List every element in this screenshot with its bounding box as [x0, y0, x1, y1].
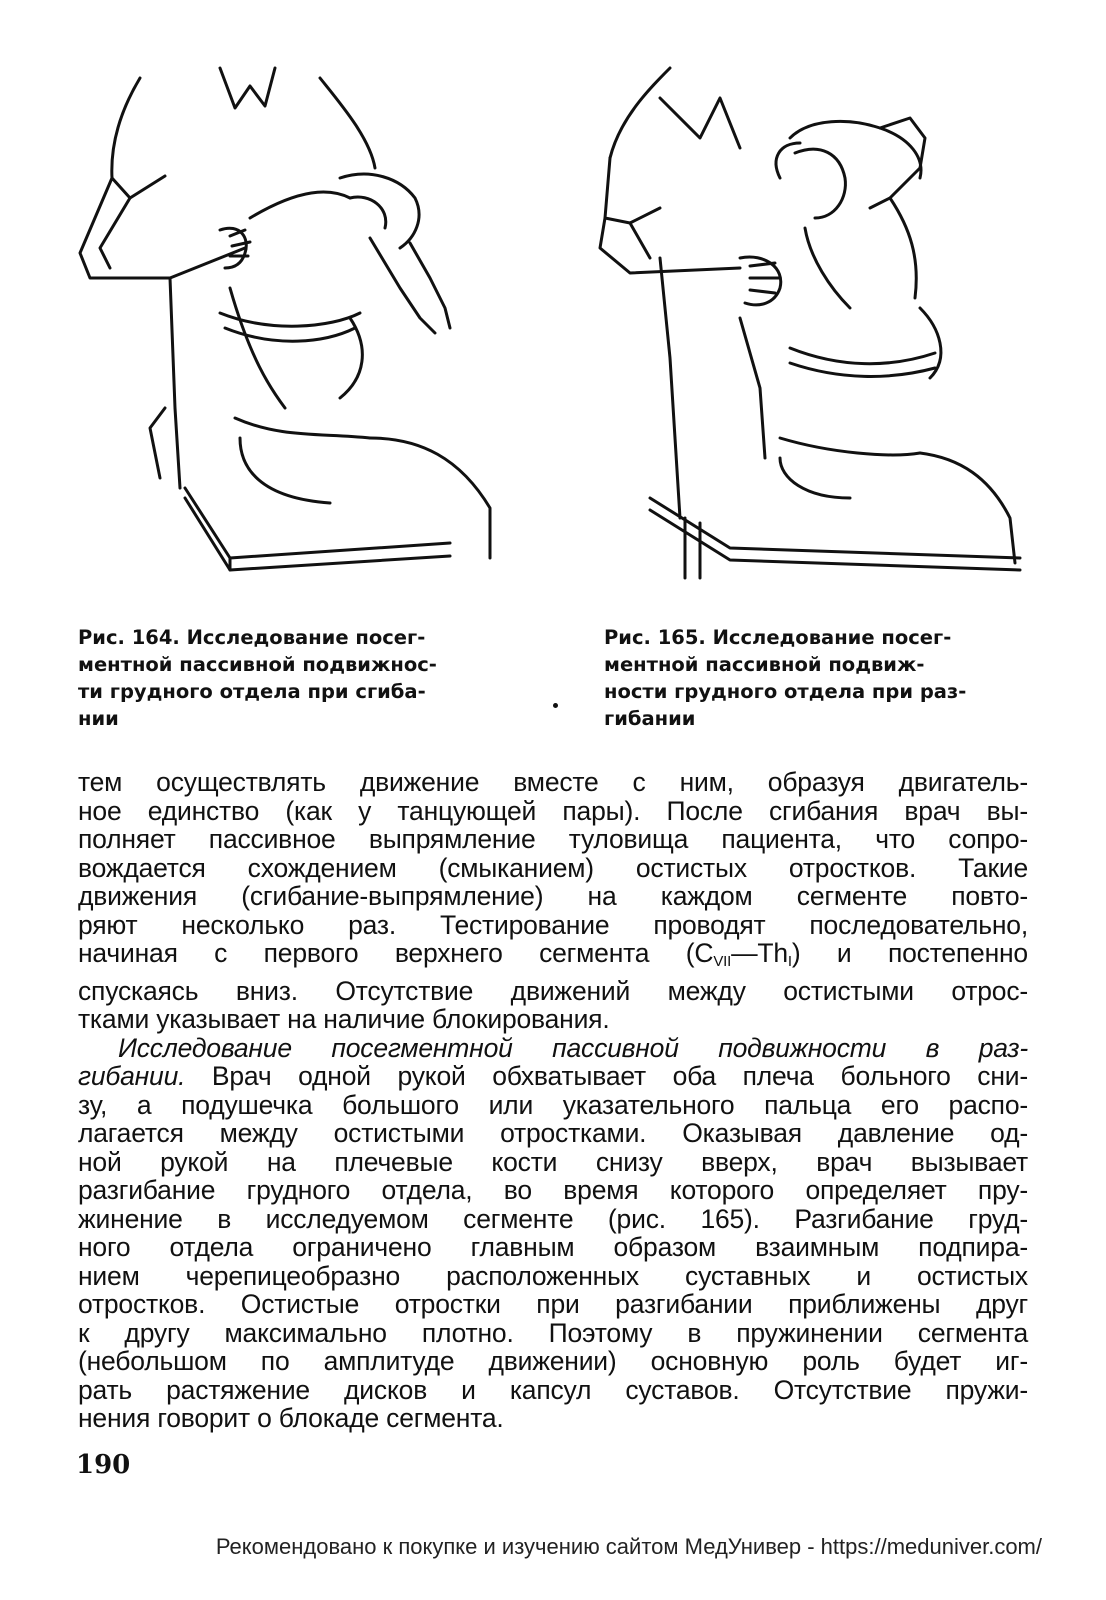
text-line: разгибание грудного отдела, во время которого определяет пру- [78, 1175, 1028, 1205]
text-fragment: ) и постепенно [791, 938, 1028, 968]
figure-164-caption [78, 624, 530, 732]
page-number: 190 [76, 1450, 131, 1480]
caption-line: Рис. 165. Исследование посег- [604, 626, 952, 649]
subscript: I [787, 953, 792, 970]
footer-watermark-text[interactable]: Рекомендовано к покупке и изучению сайтом МедУнивер - https://meduniver.com/ [215, 1534, 1042, 1559]
caption-line: нии [78, 707, 119, 730]
figure-165-illustration [590, 58, 1040, 603]
caption-line: гибании [604, 707, 696, 730]
text-fragment: Врач одной рукой обхватывает оба плеча больного сни- [185, 1061, 1028, 1091]
subscript: VII [713, 953, 732, 970]
text-line-segment-range [78, 939, 1028, 977]
text-fragment: начиная с первого верхнего сегмента (C [78, 938, 714, 968]
text-line: движения (сгибание-выпрямление) на каждом сегменте повто- [78, 881, 1028, 911]
text-fragment: —Th [731, 938, 788, 968]
text-line: жинение в исследуемом сегменте (рис. 165). Разгибание груд- [78, 1203, 1028, 1234]
text-line: ного отдела ограничено главным образом взаимным подпира- [78, 1232, 1028, 1262]
text-line: спускаясь вниз. Отсутствие движений между остистыми отрос- [78, 975, 1028, 1006]
text-line: ряют несколько раз. Тестирование проводят последовательно, [78, 909, 1028, 940]
caption-line: ментной пассивной подвижнос- [78, 653, 437, 676]
text-line-italic: Исследование посегментной пассивной подвижности в раз- [118, 1032, 1028, 1063]
body-text [78, 768, 1028, 1433]
caption-line: ти грудного отдела при сгиба- [78, 680, 426, 703]
text-line: зу, а подушечка большого или указательного пальца его распо- [78, 1089, 1028, 1120]
text-line: нения говорит о блокаде сегмента. [78, 1403, 504, 1433]
caption-line: Рис. 164. Исследование посег- [78, 626, 426, 649]
figure-165-caption [604, 624, 1034, 732]
text-line [78, 1062, 1028, 1091]
text-line: рать растяжение дисков и капсул суставов. Отсутствие пружи- [78, 1374, 1028, 1405]
text-line: нием черепицеобразно расположенных суставных и остистых [78, 1260, 1028, 1291]
text-line: тками указывает на наличие блокирования. [78, 1004, 610, 1034]
text-line: тем осуществлять движение вместе с ним, образуя двигатель- [78, 767, 1028, 797]
text-line: отростков. Остистые отростки при разгибании приближены друг [78, 1289, 1028, 1319]
text-line: лагается между остистыми отростками. Оказывая давление од- [78, 1118, 1028, 1148]
italic-term: гибании. [78, 1061, 186, 1091]
caption-line: ментной пассивной подвиж- [604, 653, 925, 676]
print-speck [553, 703, 558, 708]
figure-164-illustration [70, 58, 540, 603]
caption-line: ности грудного отдела при раз- [604, 680, 967, 703]
text-line: вождается схождением (смыканием) остистых отростков. Такие [78, 852, 1028, 883]
text-line: (небольшом по амплитуде движении) основную роль будет иг- [78, 1346, 1028, 1376]
text-line: ное единство (как у танцующей пары). После сгибания врач вы- [78, 795, 1028, 826]
text-line: ной рукой на плечевые кости снизу вверх, врач вызывает [78, 1146, 1028, 1177]
text-line: к другу максимально плотно. Поэтому в пружинении сегмента [78, 1317, 1028, 1348]
text-line: полняет пассивное выпрямление туловища пациента, что сопро- [78, 824, 1028, 854]
